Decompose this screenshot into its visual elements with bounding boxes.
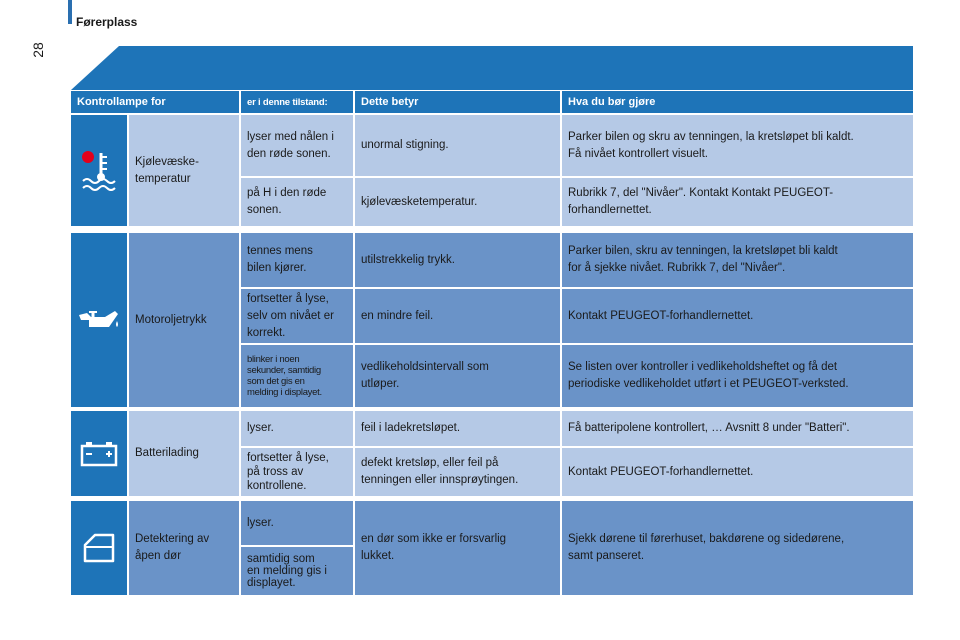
action-cell: Kontakt PEUGEOT-forhandlernettet. — [562, 448, 913, 496]
meaning-cell: unormal stigning. — [355, 115, 560, 176]
action-cell: Parker bilen, skru av tenningen, la kretsløpet bli kaldt for å sjekke nivået. Rubrikk 7, del "Nivåer". — [562, 233, 913, 287]
open-door-icon — [71, 501, 127, 595]
column-header-lamp: Kontrollampe for — [71, 91, 239, 113]
state-cell: lyser. — [241, 411, 353, 446]
action-cell: Sjekk dørene til førerhuset, bakdørene og sidedørene, samt panseret. — [562, 501, 913, 595]
oil-pressure-icon — [71, 233, 127, 407]
column-header-action: Hva du bør gjøre — [562, 91, 913, 113]
meaning-cell: en dør som ikke er forsvarlig lukket. — [355, 501, 560, 595]
state-cell: fortsetter å lyse, på tross av kontrollene. — [241, 448, 353, 496]
coolant-temperature-icon — [71, 115, 127, 226]
meaning-cell: kjølevæsketemperatur. — [355, 178, 560, 226]
section-marker — [68, 0, 72, 24]
meaning-cell: utilstrekkelig trykk. — [355, 233, 560, 287]
lamp-name-coolant: Kjølevæske- temperatur — [129, 115, 239, 226]
column-header-state: er i denne tilstand: — [241, 91, 353, 113]
battery-icon — [71, 411, 127, 496]
state-cell: lyser med nålen i den røde sonen. — [241, 115, 353, 176]
meaning-cell: en mindre feil. — [355, 289, 560, 343]
column-header-meaning: Dette betyr — [355, 91, 560, 113]
state-cell: på H i den røde sonen. — [241, 178, 353, 226]
lamp-name-oil-pressure: Motoroljetrykk — [129, 233, 239, 407]
section-title: Førerplass — [76, 15, 138, 29]
meaning-cell: defekt kretsløp, eller feil på tenningen eller innsprøytingen. — [355, 448, 560, 496]
state-cell: samtidig som en melding gis i displayet. — [241, 547, 353, 595]
action-cell: Parker bilen og skru av tenningen, la kretsløpet bli kaldt. Få nivået kontrollert visuelt. — [562, 115, 913, 176]
state-cell: blinker i noen sekunder, samtidig som det gis en melding i displayet. — [241, 345, 353, 407]
state-cell: fortsetter å lyse, selv om nivået er korrekt. — [241, 289, 353, 343]
action-cell: Få batteripolene kontrollert, … Avsnitt 8 under "Batteri". — [562, 411, 913, 446]
state-cell: lyser. — [241, 501, 353, 545]
lamp-name-open-door: Detektering av åpen dør — [129, 501, 239, 595]
meaning-cell: feil i ladekretsløpet. — [355, 411, 560, 446]
action-cell: Kontakt PEUGEOT-forhandlernettet. — [562, 289, 913, 343]
action-cell: Rubrikk 7, del "Nivåer". Kontakt Kontakt PEUGEOT- forhandlernettet. — [562, 178, 913, 226]
meaning-cell: vedlikeholdsintervall som utløper. — [355, 345, 560, 407]
page-number: 28 — [29, 42, 46, 58]
state-cell: tennes mens bilen kjører. — [241, 233, 353, 287]
action-cell: Se listen over kontroller i vedlikeholdsheftet og få det periodiske vedlikeholdet utført i et PEUGEOT-verksted. — [562, 345, 913, 407]
title-banner — [71, 46, 913, 90]
lamp-name-battery: Batterilading — [129, 411, 239, 496]
